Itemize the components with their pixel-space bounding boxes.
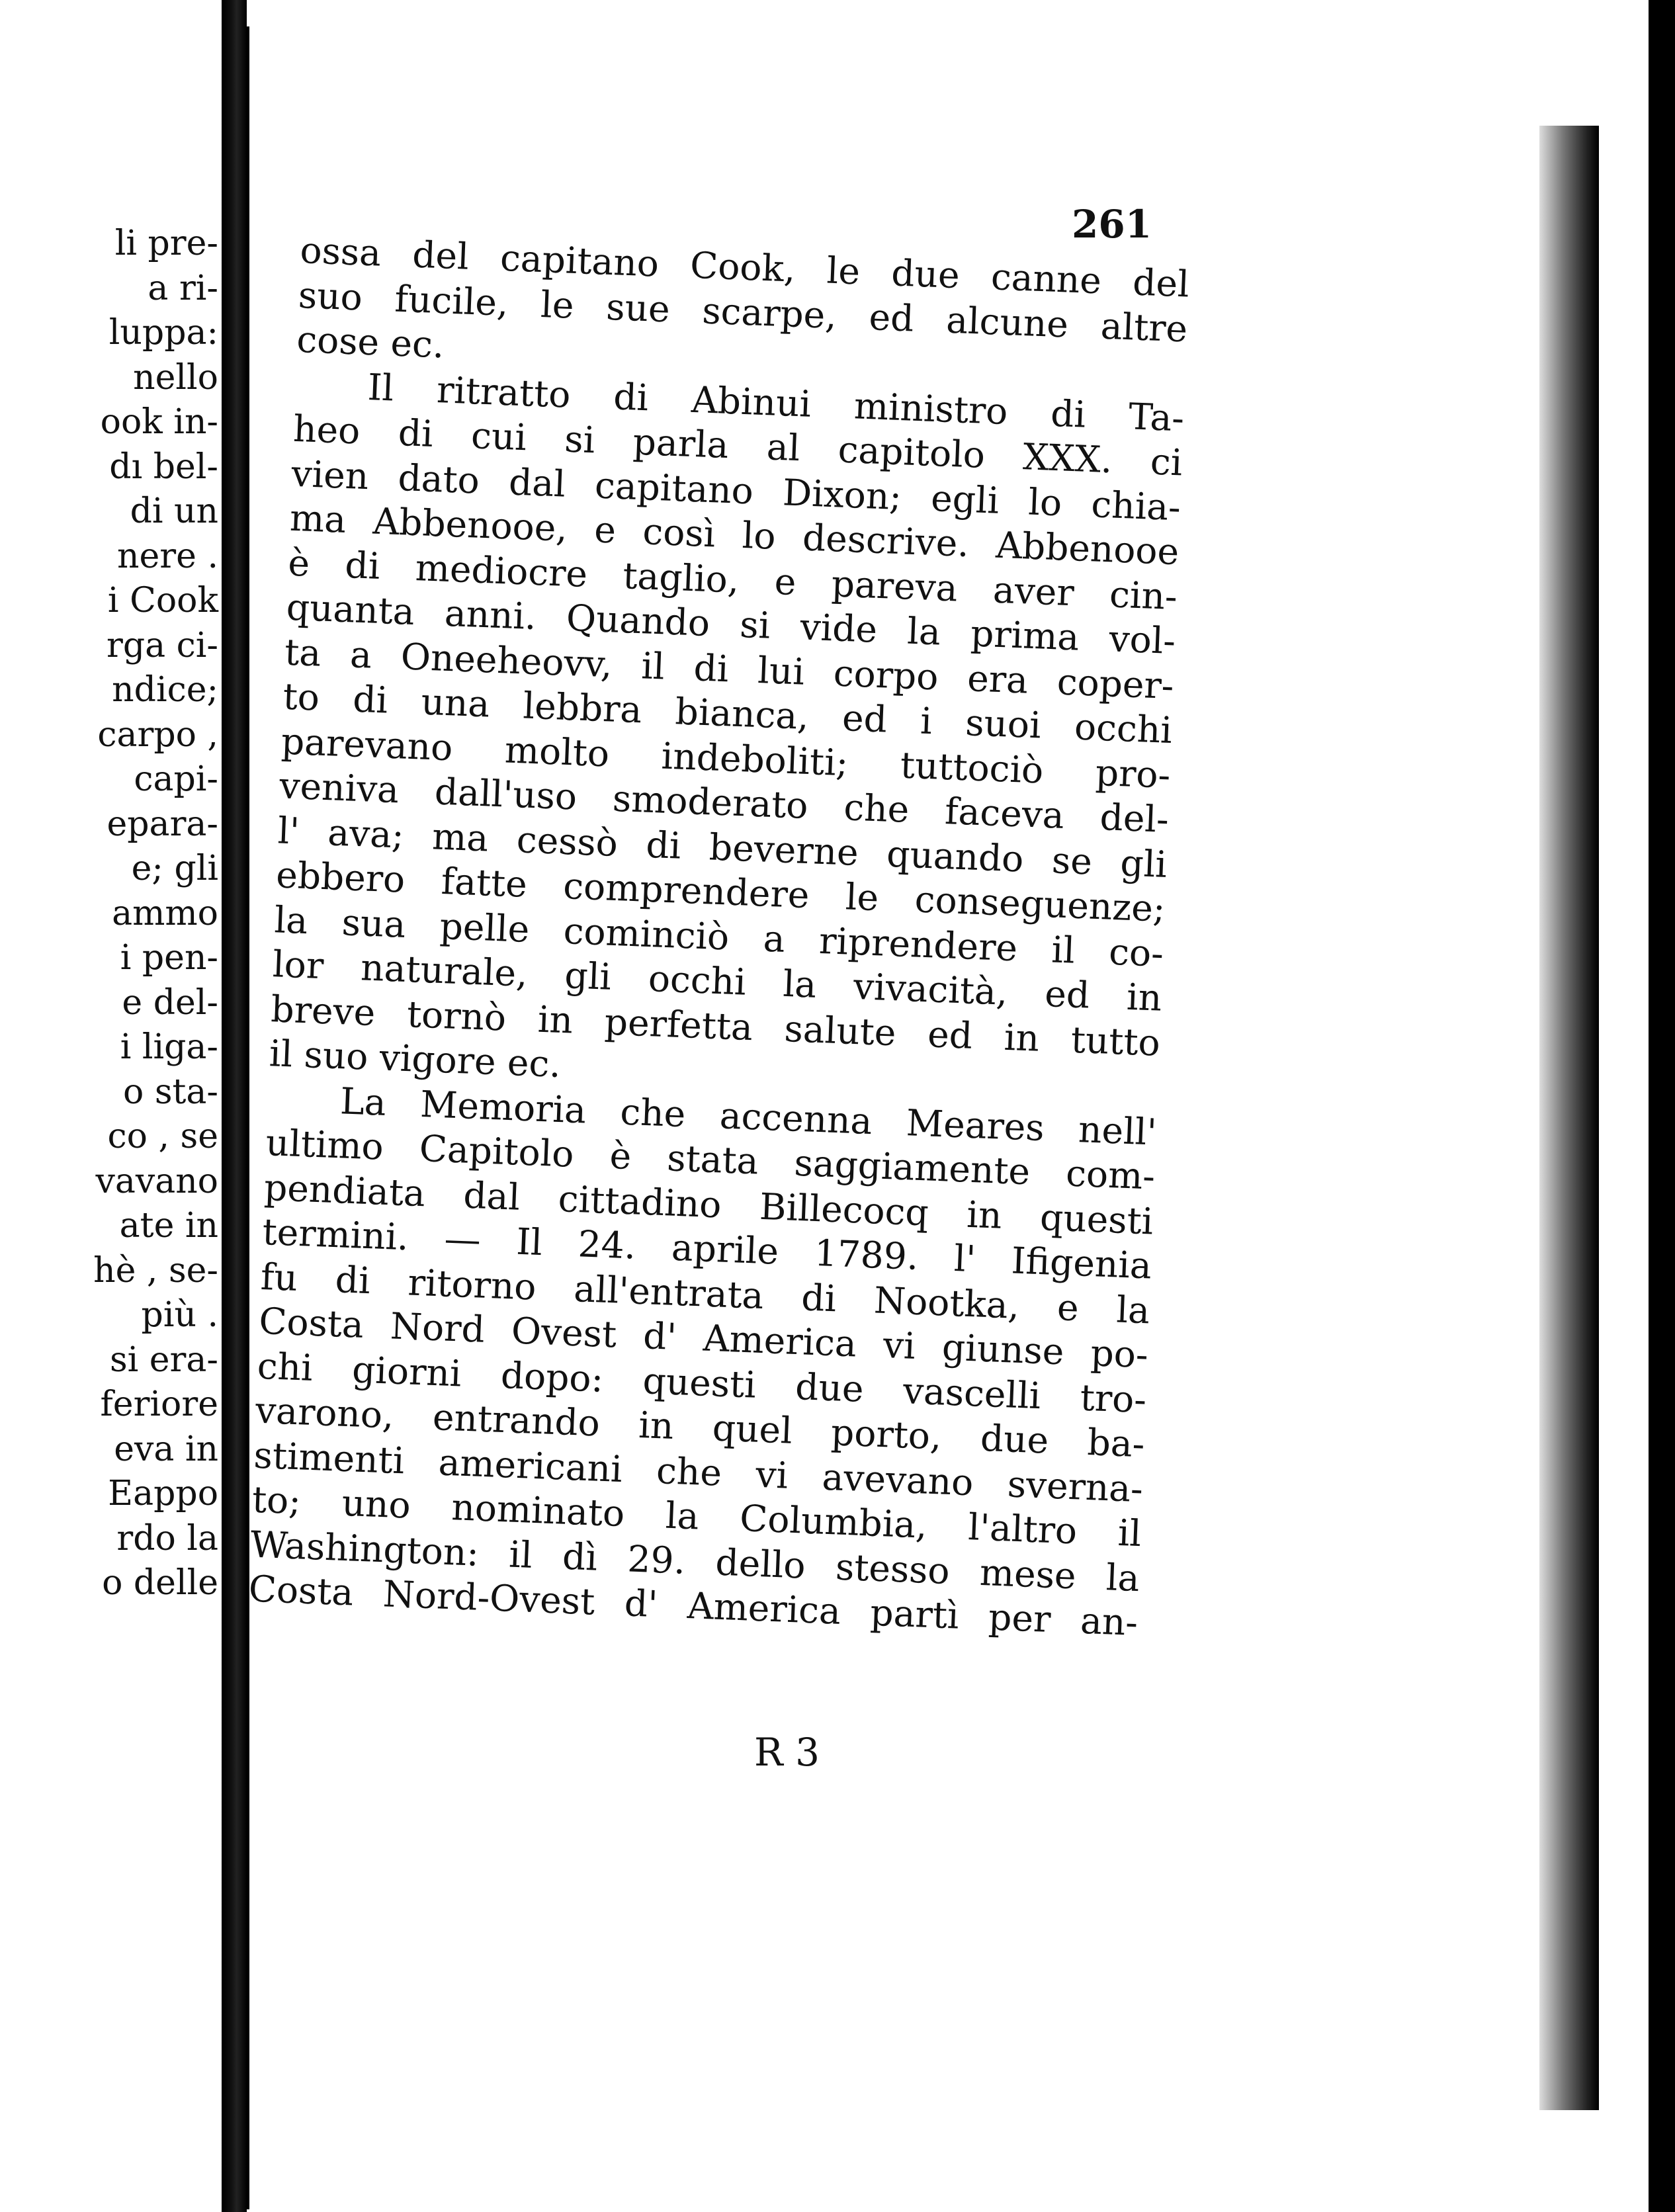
text-line: Washington: il dì 29. dello stesso mese la xyxy=(249,1523,1140,1599)
left-page-line: li pre- xyxy=(114,224,218,263)
left-page-line: più . xyxy=(141,1295,218,1335)
text-line: lor naturale, gli occhi la vivacità, ed in xyxy=(272,943,1163,1019)
left-page-line: hè , se- xyxy=(93,1250,218,1291)
left-page-line: Eappo xyxy=(108,1474,218,1513)
text-line: ebbero fatte comprendere le conseguenze; xyxy=(275,853,1166,930)
page-edge-shadow xyxy=(1539,126,1599,2110)
left-page-line: e; gli xyxy=(131,849,218,888)
text-line: termini. — Il 24. aprile 1789. l' Ifigenia xyxy=(261,1210,1152,1287)
text-line: l' ava; ma cessò di beverne quando se gli xyxy=(277,808,1168,886)
left-page-line: epara- xyxy=(107,804,218,844)
text-line: ossa del capitano Cook, le due canne del xyxy=(299,228,1190,306)
left-page-line: luppa: xyxy=(108,313,218,353)
text-line: vien dato dal capitano Dixon; egli lo chia- xyxy=(290,452,1181,529)
body-text xyxy=(248,228,1190,1646)
left-page-line: ate in xyxy=(119,1206,218,1246)
left-page-line: i Cook xyxy=(107,581,218,620)
text-line: La Memoria che accenna Meares nell' xyxy=(339,1079,1158,1154)
left-page-line: di un xyxy=(130,491,218,531)
left-page-line: nere . xyxy=(117,536,218,576)
text-line: parevano molto indeboliti; tuttociò pro- xyxy=(280,719,1172,796)
left-page-line: ammo xyxy=(112,893,218,933)
text-line: veniva dall'uso smoderato che faceva del- xyxy=(279,764,1170,841)
left-page-line: vavano xyxy=(95,1161,218,1201)
signature-mark: R 3 xyxy=(754,1730,820,1775)
left-page-line: a ri- xyxy=(148,268,218,308)
left-page-line: o sta- xyxy=(123,1072,218,1112)
text-line: stimenti americani che vi avevano sverna- xyxy=(253,1433,1144,1510)
left-page-line: ook in- xyxy=(100,402,218,442)
left-page-text xyxy=(0,222,218,1606)
left-page-line: i liga- xyxy=(120,1027,218,1067)
left-page-line: i pen- xyxy=(120,938,218,978)
page-number: 261 xyxy=(1072,202,1152,247)
text-line: fu di ritorno all'entrata di Nootka, e la xyxy=(259,1255,1151,1332)
book-spine xyxy=(222,0,247,2212)
text-line: Il ritratto di Abinui ministro di Ta- xyxy=(366,365,1185,439)
text-line: ta a Oneeheovv, il di lui corpo era coper- xyxy=(284,630,1175,707)
left-page-line: capi- xyxy=(134,759,218,799)
text-line: to; uno nominato la Columbia, l'altro il xyxy=(251,1478,1142,1555)
text-line: cose ec. xyxy=(296,318,445,366)
text-line: heo di cui si parla al capitolo XXX. ci xyxy=(292,407,1183,484)
text-line: Costa Nord Ovest d' America vi giunse po- xyxy=(258,1299,1149,1377)
text-line: quanta anni. Quando si vide la prima vol- xyxy=(285,585,1177,663)
left-page-line: ndice; xyxy=(112,670,218,710)
text-line: ma Abbenooe, e così lo descrive. Abbenooe xyxy=(288,496,1180,574)
left-page-line: eva in xyxy=(114,1429,218,1469)
top-margin xyxy=(247,0,1675,26)
text-line: suo fucile, le sue scarpe, ed alcune altre xyxy=(297,273,1189,351)
text-line: pendiata dal cittadino Billecocq in questi xyxy=(263,1166,1154,1243)
left-page-line: feriore xyxy=(100,1384,218,1424)
text-line: Costa Nord-Ovest d' America partì per an- xyxy=(247,1567,1139,1644)
text-line: la sua pelle cominciò a riprendere il co- xyxy=(273,898,1165,975)
left-page-line: nello xyxy=(133,357,218,398)
left-page-line: e del- xyxy=(122,982,218,1023)
text-line: è di mediocre taglio, e pareva aver cin- xyxy=(287,541,1178,618)
left-page-line: co , se xyxy=(107,1117,218,1156)
text-line: varono, entrando in quel porto, due ba- xyxy=(255,1388,1146,1466)
scan-border xyxy=(1649,0,1675,2212)
left-page-line: carpo , xyxy=(97,714,218,755)
text-line: breve tornò in perfetta salute ed in tutto xyxy=(270,987,1161,1064)
text-line: il suo vigore ec. xyxy=(268,1032,562,1085)
left-page-line: dı bel- xyxy=(109,447,218,487)
left-page-line: rga ci- xyxy=(107,625,218,665)
left-page-line: si era- xyxy=(109,1340,218,1380)
text-line: ultimo Capitolo è stata saggiamente com- xyxy=(265,1121,1156,1198)
left-page-line: o delle xyxy=(102,1563,218,1603)
text-line: to di una lebbra bianca, ed i suoi occhi xyxy=(282,675,1174,752)
left-page-fragment xyxy=(0,0,225,2212)
left-page-line: rdo la xyxy=(116,1518,218,1558)
text-line: chi giorni dopo: questi due vascelli tro- xyxy=(256,1344,1148,1421)
